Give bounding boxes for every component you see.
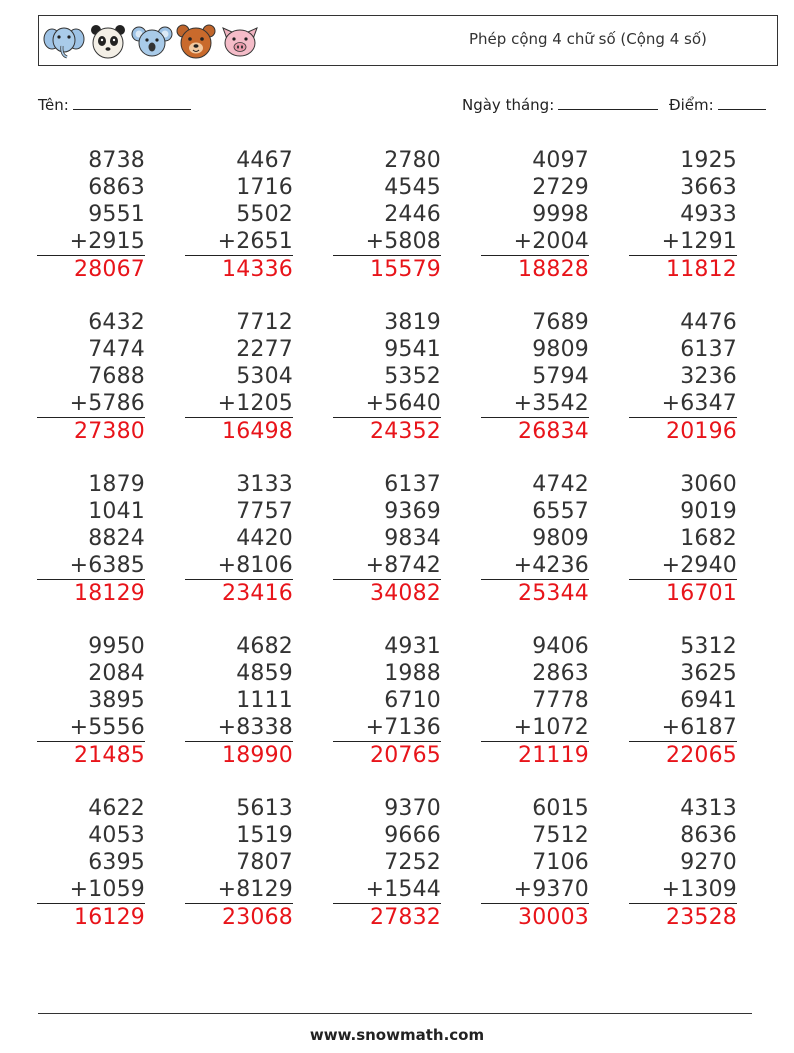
addend: 1925 [680, 148, 737, 173]
addition-problem [629, 633, 737, 769]
addend: 4933 [680, 202, 737, 227]
addend: 1988 [384, 661, 441, 686]
panda-icon [87, 22, 129, 60]
last-addend: +7136 [365, 715, 441, 740]
addend: 6015 [532, 796, 589, 821]
answer: 23068 [185, 903, 293, 931]
addend: 5502 [236, 202, 293, 227]
addition-problem [185, 147, 293, 283]
last-addend: +3542 [513, 391, 589, 416]
addend: 7712 [236, 310, 293, 335]
answer: 24352 [333, 417, 441, 445]
animal-icons [43, 22, 261, 60]
addend: 4476 [680, 310, 737, 335]
last-addend: +5556 [69, 715, 145, 740]
addition-problem [185, 795, 293, 931]
last-addend: +5640 [365, 391, 441, 416]
last-addend: +5808 [365, 229, 441, 254]
answer: 21119 [481, 741, 589, 769]
answer: 21485 [37, 741, 145, 769]
worksheet-header [38, 15, 778, 66]
addition-problem [37, 147, 145, 283]
addend: 6710 [384, 688, 441, 713]
last-addend: +2940 [661, 553, 737, 578]
addend: 2780 [384, 148, 441, 173]
last-addend: +1544 [365, 877, 441, 902]
addition-problem [333, 147, 441, 283]
addend: 9370 [384, 796, 441, 821]
addend: 3060 [680, 472, 737, 497]
addend: 9666 [384, 823, 441, 848]
addend: 5352 [384, 364, 441, 389]
answer: 27832 [333, 903, 441, 931]
addend: 5613 [236, 796, 293, 821]
last-addend: +8338 [217, 715, 293, 740]
addition-problem [629, 795, 737, 931]
addition-problem [185, 633, 293, 769]
addend: 1879 [88, 472, 145, 497]
name-label: Tên: [38, 96, 69, 114]
addition-problem [629, 309, 737, 445]
addend: 3133 [236, 472, 293, 497]
addend: 4467 [236, 148, 293, 173]
last-addend: +1309 [661, 877, 737, 902]
name-field [38, 93, 191, 114]
addition-problem [37, 471, 145, 607]
answer: 30003 [481, 903, 589, 931]
elephant-icon [43, 22, 85, 60]
addend: 9834 [384, 526, 441, 551]
addend: 2084 [88, 661, 145, 686]
addend: 4420 [236, 526, 293, 551]
addend: 1716 [236, 175, 293, 200]
addend: 6137 [384, 472, 441, 497]
addend: 4097 [532, 148, 589, 173]
addend: 6557 [532, 499, 589, 524]
last-addend: +5786 [69, 391, 145, 416]
addend: 7252 [384, 850, 441, 875]
addend: 3625 [680, 661, 737, 686]
addend: 9369 [384, 499, 441, 524]
addition-problem [37, 309, 145, 445]
addition-problem [37, 795, 145, 931]
answer: 27380 [37, 417, 145, 445]
last-addend: +2004 [513, 229, 589, 254]
addend: 9809 [532, 337, 589, 362]
date-blank[interactable] [558, 93, 658, 110]
addition-problem [333, 633, 441, 769]
last-addend: +6347 [661, 391, 737, 416]
addition-problem [481, 471, 589, 607]
last-addend: +1291 [661, 229, 737, 254]
addend: 9019 [680, 499, 737, 524]
addend: 3895 [88, 688, 145, 713]
answer: 15579 [333, 255, 441, 283]
last-addend: +1205 [217, 391, 293, 416]
addition-problem [185, 309, 293, 445]
addend: 6863 [88, 175, 145, 200]
addition-problem [333, 471, 441, 607]
score-field [669, 93, 766, 114]
addend: 9950 [88, 634, 145, 659]
addend: 6941 [680, 688, 737, 713]
last-addend: +8742 [365, 553, 441, 578]
last-addend: +2915 [69, 229, 145, 254]
addend: 9551 [88, 202, 145, 227]
last-addend: +8129 [217, 877, 293, 902]
last-addend: +9370 [513, 877, 589, 902]
addend: 4931 [384, 634, 441, 659]
addend: 2729 [532, 175, 589, 200]
answer: 28067 [37, 255, 145, 283]
addend: 9809 [532, 526, 589, 551]
addition-problem [481, 147, 589, 283]
addend: 4545 [384, 175, 441, 200]
addend: 7688 [88, 364, 145, 389]
last-addend: +2651 [217, 229, 293, 254]
answer: 16701 [629, 579, 737, 607]
worksheet-title: Phép cộng 4 chữ số (Cộng 4 số) [469, 30, 707, 48]
addend: 2863 [532, 661, 589, 686]
addition-problem [333, 795, 441, 931]
addend: 7689 [532, 310, 589, 335]
score-label: Điểm: [669, 96, 714, 114]
addend: 7778 [532, 688, 589, 713]
footer-site: www.snowmath.com [309, 1026, 485, 1044]
score-blank[interactable] [718, 93, 766, 110]
answer: 18828 [481, 255, 589, 283]
addend: 8738 [88, 148, 145, 173]
answer: 20765 [333, 741, 441, 769]
answer: 34082 [333, 579, 441, 607]
last-addend: +1072 [513, 715, 589, 740]
addition-problem [37, 633, 145, 769]
addend: 8636 [680, 823, 737, 848]
date-label: Ngày tháng: [462, 96, 555, 114]
answer: 16129 [37, 903, 145, 931]
addend: 9998 [532, 202, 589, 227]
addend: 9406 [532, 634, 589, 659]
addend: 9541 [384, 337, 441, 362]
addition-problem [185, 471, 293, 607]
addend: 6137 [680, 337, 737, 362]
answer: 20196 [629, 417, 737, 445]
addend: 7512 [532, 823, 589, 848]
addition-problem [481, 633, 589, 769]
addend: 4622 [88, 796, 145, 821]
addend: 4742 [532, 472, 589, 497]
last-addend: +1059 [69, 877, 145, 902]
addition-problem [629, 147, 737, 283]
date-field [462, 93, 658, 114]
addend: 6432 [88, 310, 145, 335]
addend: 7807 [236, 850, 293, 875]
name-blank[interactable] [73, 93, 191, 110]
last-addend: +4236 [513, 553, 589, 578]
addend: 9270 [680, 850, 737, 875]
footer-divider [38, 1013, 752, 1014]
addend: 5312 [680, 634, 737, 659]
answer: 14336 [185, 255, 293, 283]
addend: 7474 [88, 337, 145, 362]
addend: 4682 [236, 634, 293, 659]
answer: 16498 [185, 417, 293, 445]
addend: 3236 [680, 364, 737, 389]
addend: 2446 [384, 202, 441, 227]
addend: 7757 [236, 499, 293, 524]
bear-icon [175, 22, 217, 60]
answer: 23416 [185, 579, 293, 607]
addend: 6395 [88, 850, 145, 875]
addend: 3663 [680, 175, 737, 200]
addition-problem [333, 309, 441, 445]
pig-icon [219, 22, 261, 60]
addend: 1682 [680, 526, 737, 551]
answer: 18990 [185, 741, 293, 769]
addend: 4859 [236, 661, 293, 686]
answer: 26834 [481, 417, 589, 445]
addend: 2277 [236, 337, 293, 362]
last-addend: +8106 [217, 553, 293, 578]
addend: 1111 [236, 688, 293, 713]
addend: 5794 [532, 364, 589, 389]
addend: 4313 [680, 796, 737, 821]
answer: 18129 [37, 579, 145, 607]
addend: 1041 [88, 499, 145, 524]
last-addend: +6187 [661, 715, 737, 740]
addend: 3819 [384, 310, 441, 335]
last-addend: +6385 [69, 553, 145, 578]
addend: 5304 [236, 364, 293, 389]
addend: 7106 [532, 850, 589, 875]
answer: 11812 [629, 255, 737, 283]
addend: 8824 [88, 526, 145, 551]
koala-icon [131, 22, 173, 60]
addend: 1519 [236, 823, 293, 848]
addition-problem [481, 795, 589, 931]
addend: 4053 [88, 823, 145, 848]
answer: 23528 [629, 903, 737, 931]
answer: 25344 [481, 579, 589, 607]
answer: 22065 [629, 741, 737, 769]
addition-problem [481, 309, 589, 445]
addition-problem [629, 471, 737, 607]
